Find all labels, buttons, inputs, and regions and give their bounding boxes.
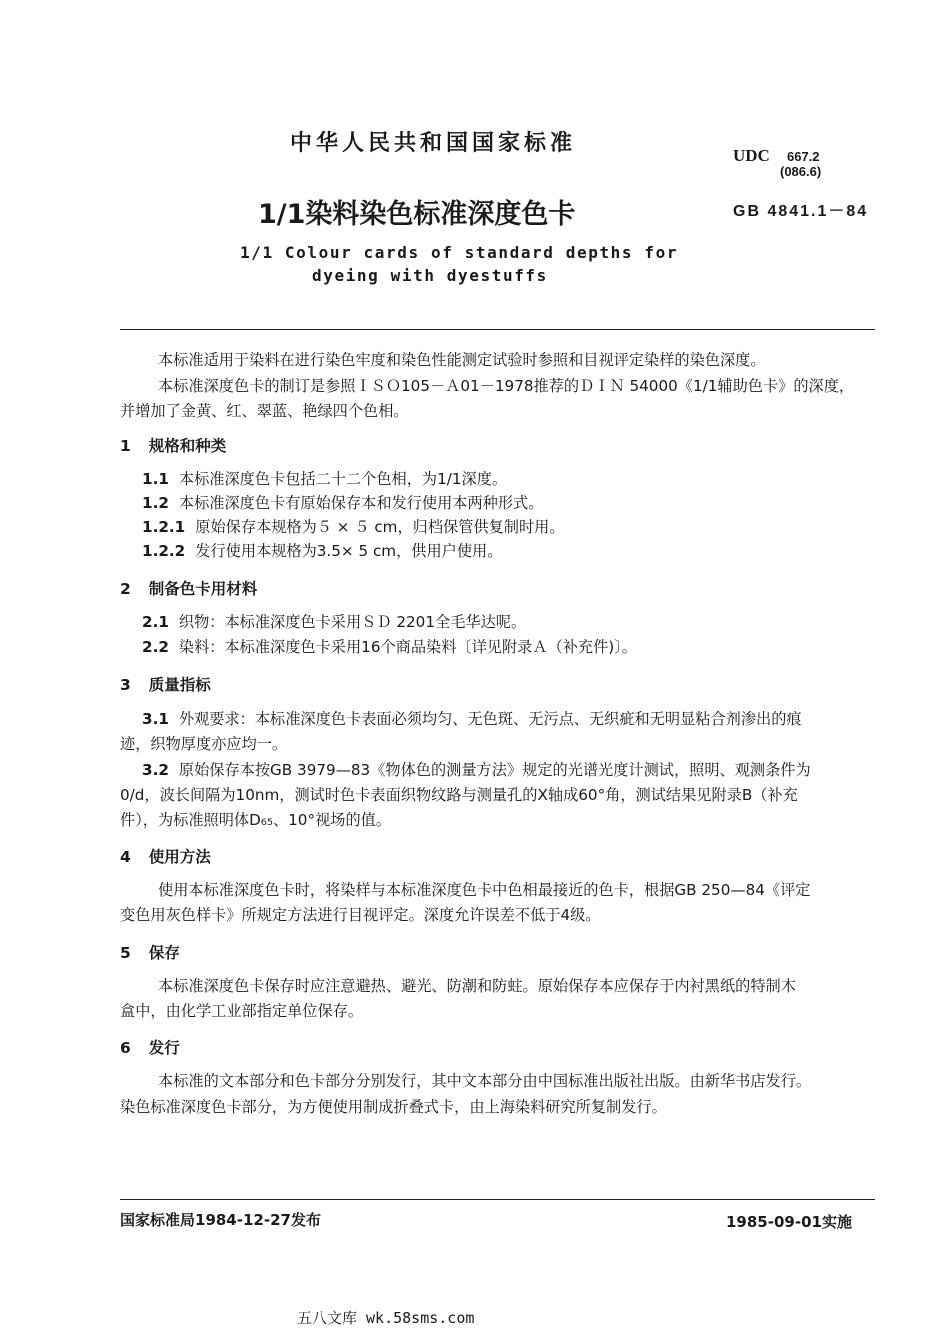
item-3-2-line2: 0/d，波长间隔为10nm，测试时色卡表面织物纹路与测量孔的X轴成60°角，测试结果见附录B（补充	[120, 786, 798, 804]
section-title: 制备色卡用材料	[148, 580, 258, 598]
item-text: 原始保存本规格为５ × ５ cm，归档保管供复制时用。	[195, 518, 565, 536]
intro-paragraph-2-line1: 本标准深度色卡的制订是参照ＩＳＯ105－Ａ01－1978推荐的ＤＩＮ 54000《1/1辅助色卡》的深度，	[158, 377, 855, 395]
site-watermark: 五八文库 wk.58sms.com	[297, 1309, 475, 1327]
item-2-1	[142, 610, 526, 635]
intro-paragraph-1: 本标准适用于染料在进行染色牢度和染色性能测定试验时参照和目视评定染样的染色深度。	[158, 351, 766, 369]
section-5-line1: 本标准深度色卡保存时应注意避热、避光、防潮和防蛀。原始保存本应保存于内衬黑纸的特制木	[158, 977, 796, 995]
section-number: 6	[120, 1039, 131, 1057]
item-number: 1.2	[142, 494, 169, 512]
issue-date: 国家标准局1984-12-27发布	[120, 1211, 321, 1229]
item-1-2-1	[142, 515, 565, 540]
section-2-heading	[120, 577, 257, 599]
item-number: 1.2.2	[142, 542, 186, 560]
item-2-2	[142, 635, 637, 660]
item-number: 1.2.1	[142, 518, 186, 536]
item-1-2	[142, 491, 543, 516]
footer-divider	[120, 1199, 875, 1200]
item-3-2-line1	[142, 758, 811, 783]
item-number: 2.2	[142, 638, 169, 656]
item-number: 3.1	[142, 710, 169, 728]
section-number: 2	[120, 580, 131, 598]
document-title-chinese: 1/1染料染色标准深度色卡	[258, 199, 576, 230]
standard-number: GB 4841.1－84	[733, 203, 869, 220]
section-title: 发行	[148, 1039, 180, 1057]
item-3-2-line3: 件），为标准照明体D₆₅、10°视场的值。	[120, 811, 392, 829]
issuing-country-header: 中华人民共和国国家标准	[290, 131, 577, 156]
item-text: 外观要求：本标准深度色卡表面必须均匀、无色斑、无污点、无织疵和无明显粘合剂渗出的痕	[178, 710, 802, 728]
item-text: 发行使用本规格为3.5× 5 cm，供用户使用。	[195, 542, 503, 560]
section-5-heading	[120, 941, 180, 963]
udc-subcode: (086.6)	[780, 164, 822, 179]
header-divider	[120, 329, 875, 330]
item-1-2-2	[142, 539, 502, 564]
udc-label: UDC	[733, 146, 770, 165]
section-6-line1: 本标准的文本部分和色卡部分分别发行，其中文本部分由中国标准出版社出版。由新华书店发行。	[158, 1072, 812, 1090]
section-title: 使用方法	[148, 848, 211, 866]
section-number: 1	[120, 437, 131, 455]
document-title-english-line1: 1/1 Colour cards of standard depths for	[240, 243, 679, 262]
item-text: 原始保存本按GB 3979—83《物体色的测量方法》规定的光谱光度计测试，照明、观测条件为	[178, 761, 811, 779]
intro-paragraph-2-line2: 并增加了金黄、红、翠蓝、艳绿四个色相。	[120, 402, 409, 420]
item-number: 1.1	[142, 470, 169, 488]
item-number: 2.1	[142, 613, 169, 631]
section-title: 质量指标	[148, 676, 211, 694]
item-3-1-line1	[142, 707, 802, 732]
section-1-heading	[120, 434, 226, 456]
section-3-heading	[120, 673, 211, 695]
section-6-heading	[120, 1036, 180, 1058]
section-4-line1: 使用本标准深度色卡时，将染样与本标准深度色卡中色相最接近的色卡，根据GB 250—84《评定	[158, 881, 811, 899]
section-number: 3	[120, 676, 131, 694]
section-4-heading	[120, 845, 211, 867]
item-text: 染料：本标准深度色卡采用16个商品染料〔详见附录Ａ（补充件)〕。	[178, 638, 637, 656]
section-title: 保存	[148, 944, 180, 962]
item-1-1	[142, 467, 507, 492]
udc-code: 667.2	[787, 149, 820, 164]
section-title: 规格和种类	[148, 437, 227, 455]
section-number: 5	[120, 944, 131, 962]
item-number: 3.2	[142, 761, 169, 779]
item-text: 本标准深度色卡有原始保存本和发行使用本两种形式。	[178, 494, 544, 512]
section-5-line2: 盒中，由化学工业部指定单位保存。	[120, 1002, 363, 1020]
section-4-line2: 变色用灰色样卡》所规定方法进行目视评定。深度允许误差不低于4级。	[120, 906, 601, 924]
section-6-line2: 染色标准深度色卡部分，为方便使用制成折叠式卡，由上海染料研究所复制发行。	[120, 1098, 667, 1116]
item-text: 织物：本标准深度色卡采用ＳＤ 2201全毛华达呢。	[178, 613, 527, 631]
item-text: 本标准深度色卡包括二十二个色相，为1/1深度。	[178, 470, 508, 488]
section-number: 4	[120, 848, 131, 866]
document-title-english-line2: dyeing with dyestuffs	[312, 266, 548, 285]
item-3-1-line2: 迹，织物厚度亦应均一。	[120, 735, 288, 753]
effective-date: 1985-09-01实施	[726, 1213, 852, 1231]
